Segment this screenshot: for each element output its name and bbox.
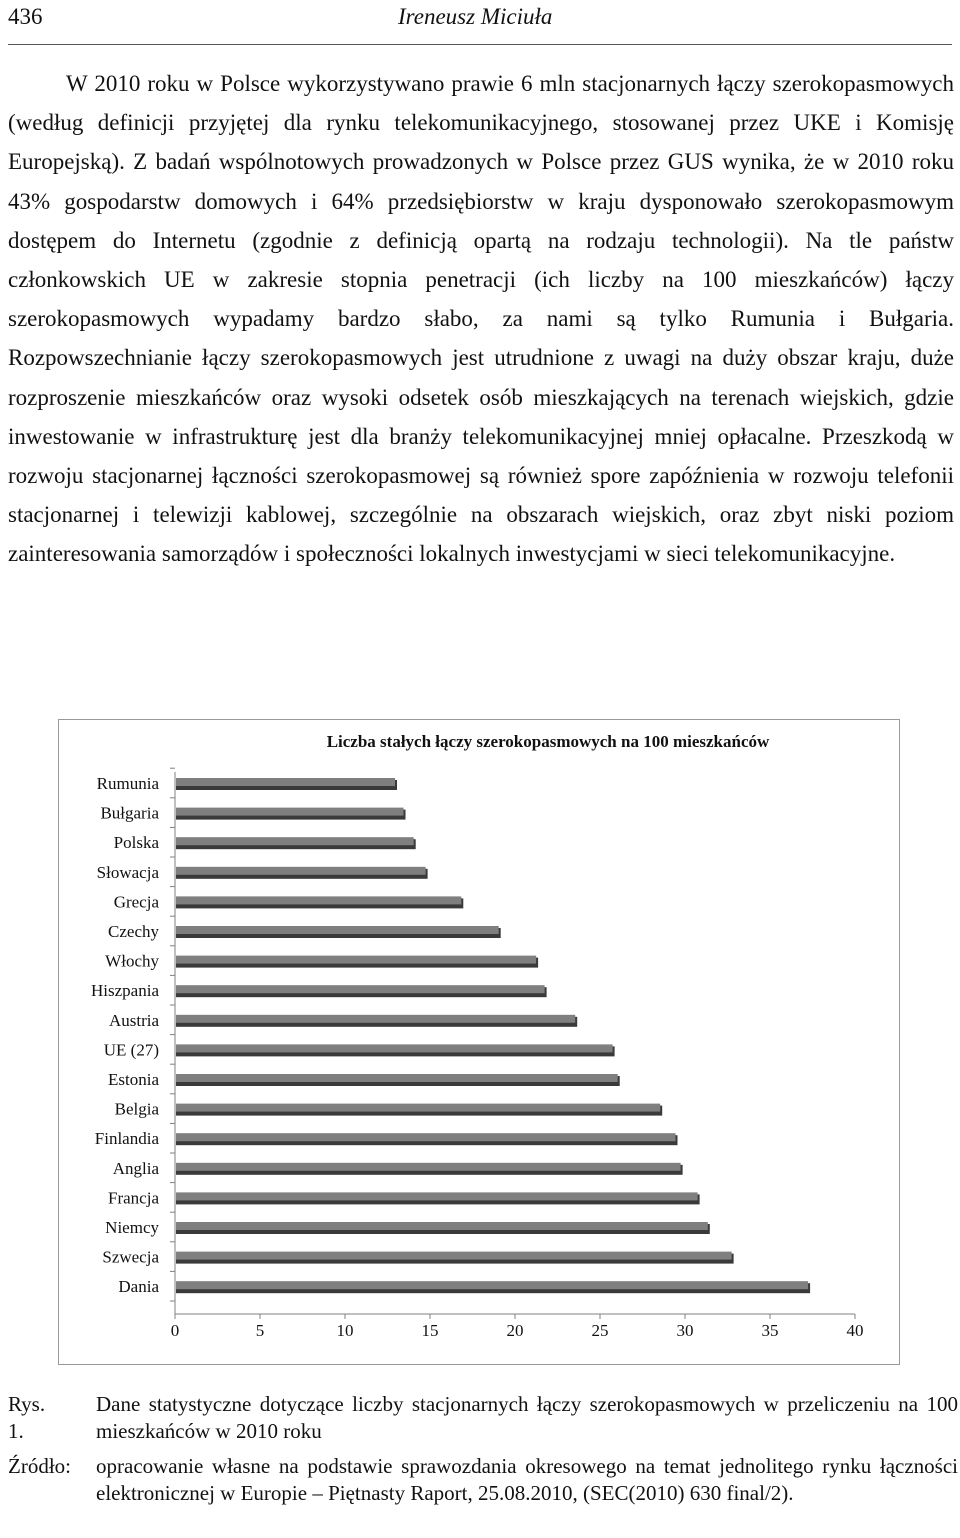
chart-title: Liczba stałych łączy szerokopasmowych na 100 mieszkańców bbox=[326, 732, 770, 751]
category-label: Anglia bbox=[112, 1158, 159, 1178]
bar bbox=[176, 808, 404, 816]
bar bbox=[176, 926, 499, 934]
category-label: Niemcy bbox=[105, 1218, 159, 1237]
category-label: Belgia bbox=[114, 1099, 159, 1119]
page-number: 436 bbox=[8, 4, 43, 29]
category-label: Grecja bbox=[113, 892, 159, 912]
category-label: Szwecja bbox=[102, 1247, 159, 1267]
bar bbox=[176, 837, 414, 845]
bar bbox=[176, 1044, 613, 1052]
figure-caption-text: Dane statystyczne dotyczące liczby stacjonarnych łączy szerokopasmowych w przeliczeniu na 100 mieszkańców w 2010 roku bbox=[96, 1392, 958, 1443]
bar bbox=[176, 1104, 660, 1112]
bar bbox=[176, 1252, 732, 1260]
category-label: Dania bbox=[118, 1277, 159, 1297]
category-label: Czechy bbox=[108, 922, 159, 941]
bar bbox=[176, 778, 395, 786]
body-paragraph: W 2010 roku w Polsce wykorzystywano prawie 6 mln stacjonarnych łączy szerokopasmowych (według definicji przyjętej dla rynku telekomunikacyjnego, stosowanej przez UKE i Komisję Europejską). Z badań wspólnotowych prowadzonych w Polsce przez GUS wynika, że w 2010 roku 43% gospodarstw domowych i 64% przedsiębiorstw w kraju dysponowało szerokopasmowym dostępem do Internetu (zgodnie z definicją opartą na rodzaju technologii). Na tle państw członkowskich UE w zakresie stopnia penetracji (ich liczby na 100 mieszkańców) łączy szerokopasmowych wypadamy bardzo słabo, za nami są tylko Rumunia i Bułgaria. Rozpowszechnianie łączy szerokopasmowych jest utrudnione z uwagi na duży obszar kraju, duże rozproszenie mieszkańców oraz wysoki odsetek osób mieszkających na terenach wiejskich, gdzie inwestowanie w infrastrukturę jest dla branży telekomunikacyjnej mniej opłacalne. Przeszkodą w rozwoju stacjonarnej łączności szerokopasmowej są również spore zapóźnienia w rozwoju telefonii stacjonarnej i telewizji kablowej, szczególnie na obszarach wiejskich, oraz zbyt niski poziom zainteresowania samorządów i społeczności lokalnych inwestycjami w sieci telekomunikacyjne. bbox=[8, 71, 954, 567]
bar bbox=[176, 1192, 698, 1200]
category-label: Polska bbox=[113, 833, 159, 853]
x-tick-label: 10 bbox=[336, 1321, 354, 1340]
x-tick-label: 35 bbox=[761, 1321, 779, 1340]
source-label: Źródło: bbox=[8, 1454, 71, 1478]
x-tick-label: 30 bbox=[676, 1321, 694, 1340]
source-text: opracowanie własne na podstawie sprawozdania okresowego na temat jednolitego rynku łączności elektronicznej w Europie – Piętnasty Raport, 25.08.2010, (SEC(2010) 630 final/2). bbox=[96, 1454, 958, 1505]
running-head-author: Ireneusz Miciuła bbox=[398, 4, 553, 29]
page-header bbox=[8, 0, 952, 45]
category-label: Finlandia bbox=[94, 1129, 159, 1149]
bar bbox=[176, 956, 536, 964]
bar bbox=[176, 1015, 575, 1023]
x-tick-label: 5 bbox=[255, 1321, 265, 1340]
category-label: Austria bbox=[108, 1010, 159, 1030]
x-tick-label: 15 bbox=[421, 1321, 439, 1340]
bar-chart bbox=[58, 719, 900, 1365]
category-label: Estonia bbox=[108, 1070, 159, 1089]
x-tick-label: 25 bbox=[591, 1321, 609, 1340]
bar bbox=[176, 1163, 681, 1171]
bar bbox=[176, 1222, 708, 1230]
bar bbox=[176, 1281, 808, 1289]
bar bbox=[176, 1133, 676, 1141]
bar bbox=[176, 896, 461, 904]
bar bbox=[176, 1074, 618, 1082]
category-label: Hiszpania bbox=[91, 981, 159, 1001]
category-label: UE (27) bbox=[103, 1040, 159, 1060]
category-label: Rumunia bbox=[96, 774, 159, 793]
bar bbox=[176, 985, 545, 993]
x-tick-label: 0 bbox=[170, 1321, 180, 1340]
x-tick-label: 40 bbox=[846, 1321, 864, 1340]
figure-label: Rys. 1. bbox=[8, 1392, 46, 1443]
category-label: Francja bbox=[108, 1188, 159, 1208]
x-tick-label: 20 bbox=[506, 1321, 524, 1340]
category-label: Bułgaria bbox=[100, 803, 159, 823]
category-label: Słowacja bbox=[96, 862, 159, 882]
bar bbox=[176, 867, 426, 875]
chart-plot-area bbox=[59, 720, 899, 1364]
category-label: Włochy bbox=[105, 951, 159, 971]
